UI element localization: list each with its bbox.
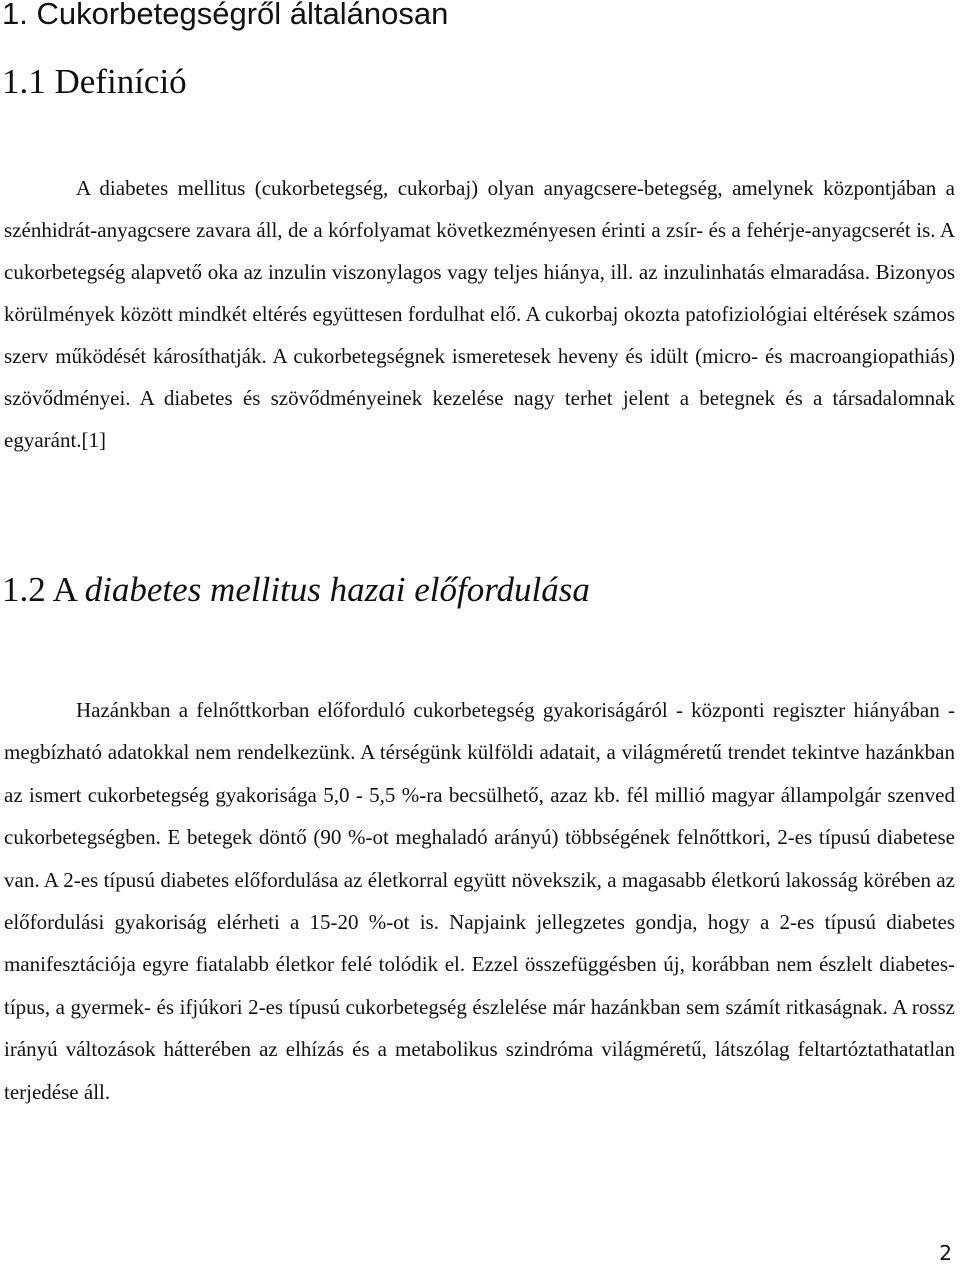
prevalence-paragraph: Hazánkban a felnőttkorban előforduló cukorbetegség gyakoriságáról - központi regiszter hiányában - megbízható adatokkal nem rendelkezünk. A térségünk külföldi adatait, a világméretű trendet tekintve hazánkban az ismert cukorbetegség gyakorisága 5,0 - 5,5 %-ra becsülhető, azaz kb. fél millió magyar állampolgár szenved cukorbetegségben. E betegek döntő (90 %-ot meghaladó arányú) többségének felnőttkori, 2-es típusú diabetese van. A 2-es típusú diabetes előfordulása az életkorral együtt növekszik, a magasabb életkorú lakosság körében az előfordulási gyakoriság elérheti a 15-20 %-ot is. Napjaink jellegzetes gondja, hogy a 2-es típusú diabetes manifesztációja egyre fiatalabb életkor felé tolódik el. Ezzel összefüggésben új, korábban nem észlelt diabetes-típus, a gyermek- és ifjúkori 2-es típusú cukorbetegség észlelése már hazánkban sem számít ritkaságnak. A rossz irányú változások hátterében az elhízás és a metabolikus szindróma világméretű, látszólag feltartóztathatatlan terjedése áll. (4, 698, 955, 1104)
definition-paragraph: A diabetes mellitus (cukorbetegség, cukorbaj) olyan anyagcsere-betegség, amelynek központjában a szénhidrát-anyagcsere zavara áll, de a kórfolyamat következményesen érinti a zsír- és a fehérje-anyagcserét is. A cukorbetegség alapvető oka az inzulin viszonylagos vagy teljes hiánya, ill. az inzulinhatás elmaradása. Bizonyos körülmények között mindkét eltérés együttesen fordulhat elő. A cukorbaj okozta patofiziológiai eltérések számos szerv működését károsíthatják. A cukorbetegségnek ismeretesek heveny és idült (micro- és macroangiopathiás) szövődményei. A diabetes és szövődményeinek kezelése nagy terhet jelent a betegnek és a társadalomnak egyaránt.[1] (4, 176, 955, 452)
section-number: 1.2 A (2, 570, 76, 609)
section-number: 1.1 (2, 62, 46, 101)
chapter-heading: 1. Cukorbetegségről általánosan (2, 0, 449, 31)
section-heading-definition (2, 60, 187, 104)
section-heading-prevalence (2, 568, 590, 612)
section-title: Definíció (54, 62, 187, 101)
section-title: diabetes mellitus hazai előfordulása (84, 570, 590, 609)
page-number: 2 (939, 1241, 952, 1265)
